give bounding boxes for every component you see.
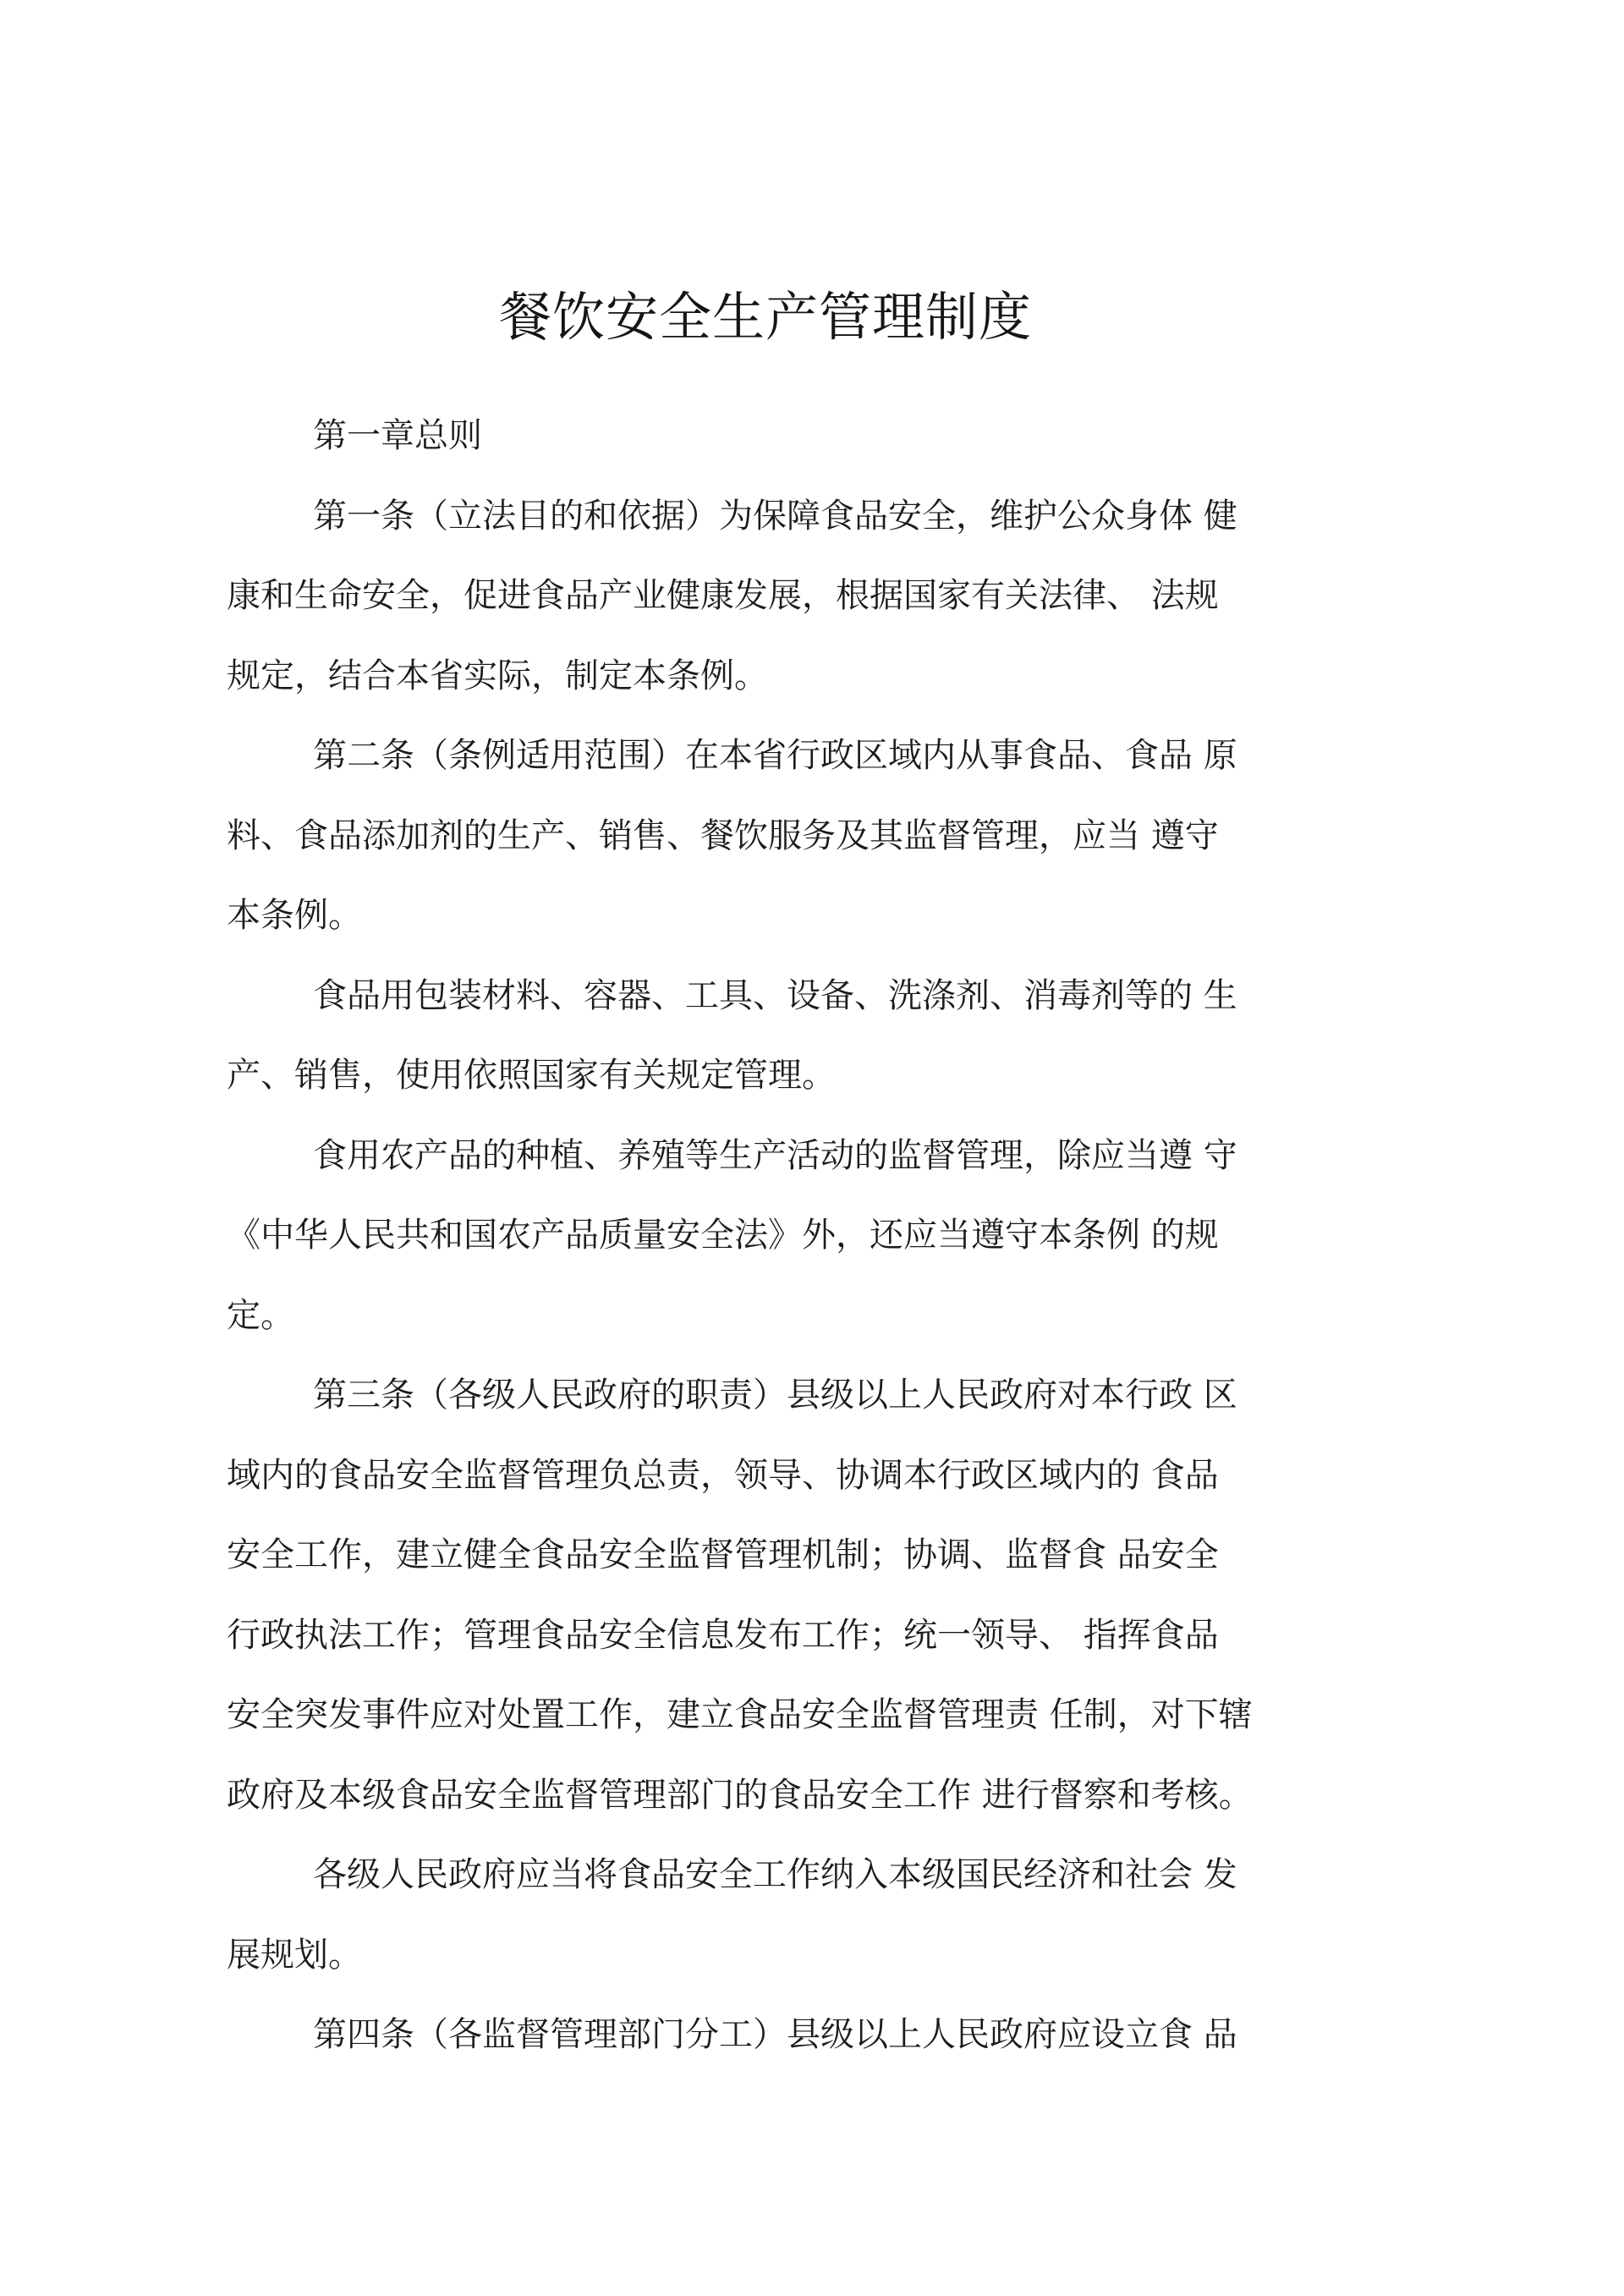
paragraph-line: 第一条（立法目的和依据）为保障食品安全，维护公众身体 健: [313, 496, 1237, 536]
paragraph-line: 第三条（各级人民政府的职责）县级以上人民政府对本行政 区: [313, 1376, 1237, 1414]
paragraph-line: 第四条（各监督管理部门分工）县级以上人民政府应设立食 品: [313, 2015, 1237, 2054]
paragraph-line: 规定，结合本省实际，制定本条例。: [227, 656, 768, 695]
paragraph-line: 康和生命安全，促进食品产业健康发展，根据国家有关法律、 法规: [227, 576, 1219, 615]
paragraph-line: 展规划。: [227, 1935, 362, 1975]
paragraph-line: 安全突发事件应对处置工作，建立食品安全监督管理责 任制，对下辖: [227, 1695, 1253, 1734]
paragraph-line: 行政执法工作；管理食品安全信息发布工作；统一领导、 指挥食品: [227, 1615, 1219, 1655]
document-body: [227, 396, 1301, 2075]
paragraph-line: 食用农产品的种植、养殖等生产活动的监督管理，除应当遵 守: [313, 1135, 1237, 1175]
paragraph-line: 本条例。: [227, 896, 362, 935]
paragraph-line: 产、销售，使用依照国家有关规定管理。: [227, 1056, 836, 1095]
paragraph-line: 食品用包装材料、容器、工具、设备、洗涤剂、消毒剂等的 生: [313, 975, 1237, 1015]
paragraph-line: 《中华人民共和国农产品质量安全法》外，还应当遵守本条例 的规: [227, 1216, 1219, 1255]
paragraph-line: 料、食品添加剂的生产、销售、餐饮服务及其监督管理，应当 遵守: [227, 816, 1219, 855]
paragraph-line: 政府及本级食品安全监督管理部门的食品安全工作 进行督察和考核。: [227, 1775, 1253, 1815]
paragraph-line: 安全工作，建立健全食品安全监督管理机制；协调、监督食 品安全: [227, 1535, 1219, 1574]
paragraph-line: 各级人民政府应当将食品安全工作纳入本级国民经济和社会 发: [313, 1855, 1237, 1894]
paragraph-line: 第二条（条例适用范围）在本省行政区域内从事食品、食品 原: [313, 736, 1237, 775]
document-title: 餐饮安全生产管理制度: [498, 286, 1032, 348]
chapter-heading: 第一章总则: [313, 416, 482, 455]
paragraph-line: 定。: [227, 1295, 294, 1335]
paragraph-line: 域内的食品安全监督管理负总责，领导、协调本行政区域内的 食品: [227, 1455, 1219, 1495]
